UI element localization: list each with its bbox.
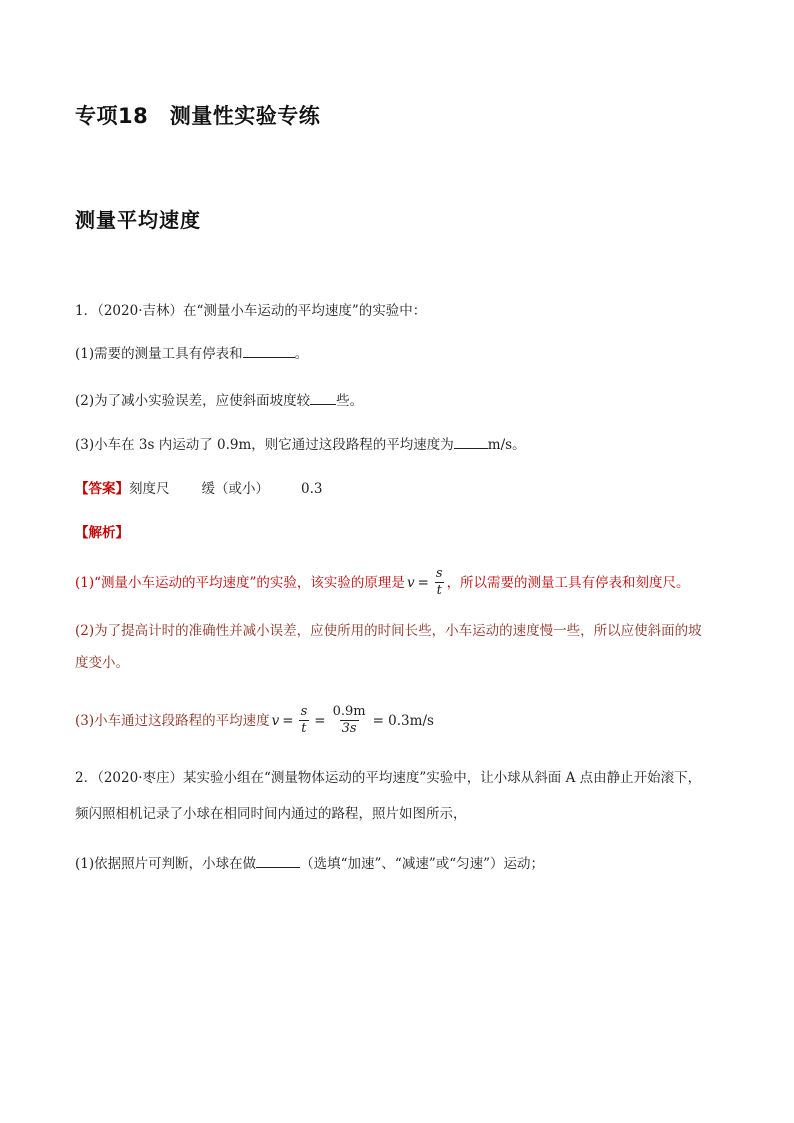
answer-blank bbox=[454, 434, 488, 449]
analysis-part1-end: ，所以需要的测量工具有停表和刻度尺。 bbox=[446, 574, 690, 591]
q1-part2 bbox=[75, 390, 363, 411]
fraction-denominator: t bbox=[436, 583, 442, 598]
answer-label: 【答案】 bbox=[75, 481, 129, 497]
q2-part1 bbox=[75, 853, 544, 874]
equals-sign: = bbox=[417, 574, 429, 591]
analysis-label: 【解析】 bbox=[75, 525, 129, 541]
fraction-denominator: 3s bbox=[341, 721, 357, 736]
analysis-part3-text: (3)小车通过这段路程的平均速度 bbox=[75, 712, 270, 729]
q2-part1-end: （选填“加速”、“减速”或“匀速”）运动； bbox=[300, 856, 545, 872]
q2-part1-text: (1)依据照片可判断，小球在做 bbox=[75, 856, 257, 872]
analysis-part1 bbox=[75, 566, 690, 599]
equals-sign: = bbox=[314, 712, 326, 729]
page-title: 专项18 测量性实验专练 bbox=[75, 104, 321, 128]
q2-stem-line2: 频闪照相机记录了小球在相同时间内通过的路程，照片如图所示， bbox=[75, 806, 467, 822]
fraction-s-over-t bbox=[299, 704, 310, 737]
result-value: = 0.3m/s bbox=[372, 712, 434, 729]
section-heading: 测量平均速度 bbox=[75, 208, 201, 232]
q1-answer bbox=[75, 479, 322, 499]
analysis-part1-text: (1)“测量小车运动的平均速度”的实验，该实验的原理是 bbox=[75, 574, 405, 591]
q1-part1-text: (1)需要的测量工具有停表和 bbox=[75, 346, 243, 362]
answer-3: 0.3 bbox=[301, 481, 323, 497]
answer-2: 缓（或小） bbox=[201, 481, 269, 497]
analysis-part2-line2: 度变小。 bbox=[75, 655, 129, 671]
q1-part1 bbox=[75, 343, 308, 364]
q1-part1-end: 。 bbox=[294, 346, 309, 362]
equals-sign: = bbox=[282, 712, 294, 729]
q1-part2-end: 些。 bbox=[336, 393, 364, 409]
fraction-numerator: 0.9m bbox=[332, 704, 366, 719]
q1-part3 bbox=[75, 434, 526, 455]
fraction-s-over-t bbox=[434, 566, 445, 599]
fraction-numerator: s bbox=[435, 566, 443, 581]
fraction-denominator: t bbox=[301, 721, 307, 736]
answer-blank bbox=[256, 853, 300, 868]
fraction-numerator: s bbox=[300, 704, 308, 719]
velocity-symbol: v bbox=[406, 574, 415, 591]
answer-blank bbox=[243, 343, 295, 358]
q1-part2-text: (2)为了减小实验误差，应使斜面坡度较 bbox=[75, 393, 311, 409]
q1-stem: 1．（2020·吉林）在“测量小车运动的平均速度”的实验中： bbox=[75, 303, 427, 319]
fraction-values bbox=[331, 704, 368, 737]
analysis-part3 bbox=[75, 704, 434, 737]
q1-part3-text: (3)小车在 3s 内运动了 0.9m，则它通过这段路程的平均速度为 bbox=[75, 437, 454, 453]
answer-1: 刻度尺 bbox=[129, 481, 170, 497]
q2-stem-line1: 2．（2020·枣庄）某实验小组在“测量物体运动的平均速度”实验中，让小球从斜面 A 点由静止开始滚下， bbox=[75, 770, 702, 786]
velocity-symbol: v bbox=[271, 712, 280, 729]
q1-part3-end: m/s。 bbox=[487, 437, 526, 453]
answer-blank bbox=[310, 390, 336, 405]
analysis-part2-line1: (2)为了提高计时的准确性并减小误差，应使所用的时间长些，小车运动的速度慢一些，所以应使斜面的坡 bbox=[75, 623, 702, 639]
